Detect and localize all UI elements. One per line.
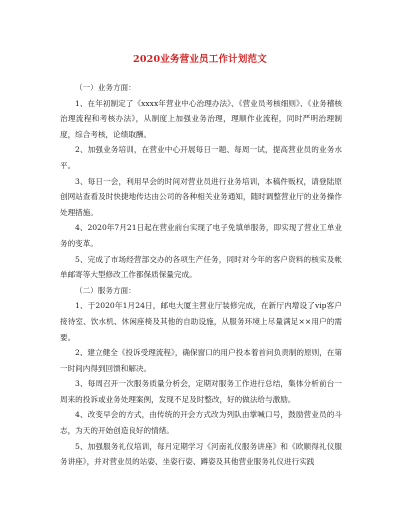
section-heading-service: （二）服务方面：	[75, 285, 136, 295]
paragraph: 2、加强业务培训，在营业中心开展每日一题、每周一试，提高营业员的业务水平。	[60, 145, 342, 170]
paragraph: 1、于2020年1月24日，邮电大厦主营业厅装修完成，在新厅内增设了vip客户接待室、饮水机、休闲座椅及其他的自助设施，从服务环境上尽量满足××用户的需要。	[60, 301, 342, 342]
paragraph: 4、2020年7月21日起在营业前台实现了电子免填单服务，即实现了营业工单业务的变革。	[60, 223, 342, 248]
paragraph: 3、每日一会，利用早会的时间对营业员进行业务培训，本稿件贩权，请登陆原创网站查看及时快捷地传达由公司的各种相关业务通知，随时调整营业厅的业务操作处理措施。	[60, 176, 342, 217]
paragraph: 3、每周召开一次服务质量分析会，定期对服务工作进行总结，集体分析前台一周来的投诉或业务处理案例，发现不足及时整改，好的做法给与激励。	[60, 379, 342, 404]
section-heading-business: （一）业务方面：	[75, 83, 136, 92]
document-title: 2020业务营业员工作计划范文	[133, 54, 267, 65]
paragraph: 4、改变早会的方式，由传统的开会方式改为列队由掌喊口号，鼓励营业员的斗志，为天的开始创造良好的情绪。	[60, 410, 342, 436]
paragraph: 1、在年初制定了《xxxx年营业中心治理办法》、《营业员考核细则》、《业务稽核治理流程和考核办法》，从制度上加强业务治理，理顺作业流程，同时严明治理制度，综合考核，论绩取酬。	[60, 98, 342, 139]
paragraph: 2、建立健全《投诉受理流程》，确保窗口的用户投本着首问负责制的原则，在第一时间内得到回馈和解决。	[60, 348, 342, 373]
paragraph: 5、加强服务礼仪培训，每月定期学习《河南礼仪服务讲座》和《欧顺得礼仪服务讲座》，并对营业员的站姿、坐姿行姿、蹲姿及其他营业服务礼仪进行实践	[60, 441, 342, 467]
document-body	[60, 80, 342, 470]
paragraph: 5、完成了市场经营部交办的各项生产任务，同时对今年的客户资料的核实及帐单邮寄等大型修改工作都保质保量完成。	[60, 254, 342, 280]
